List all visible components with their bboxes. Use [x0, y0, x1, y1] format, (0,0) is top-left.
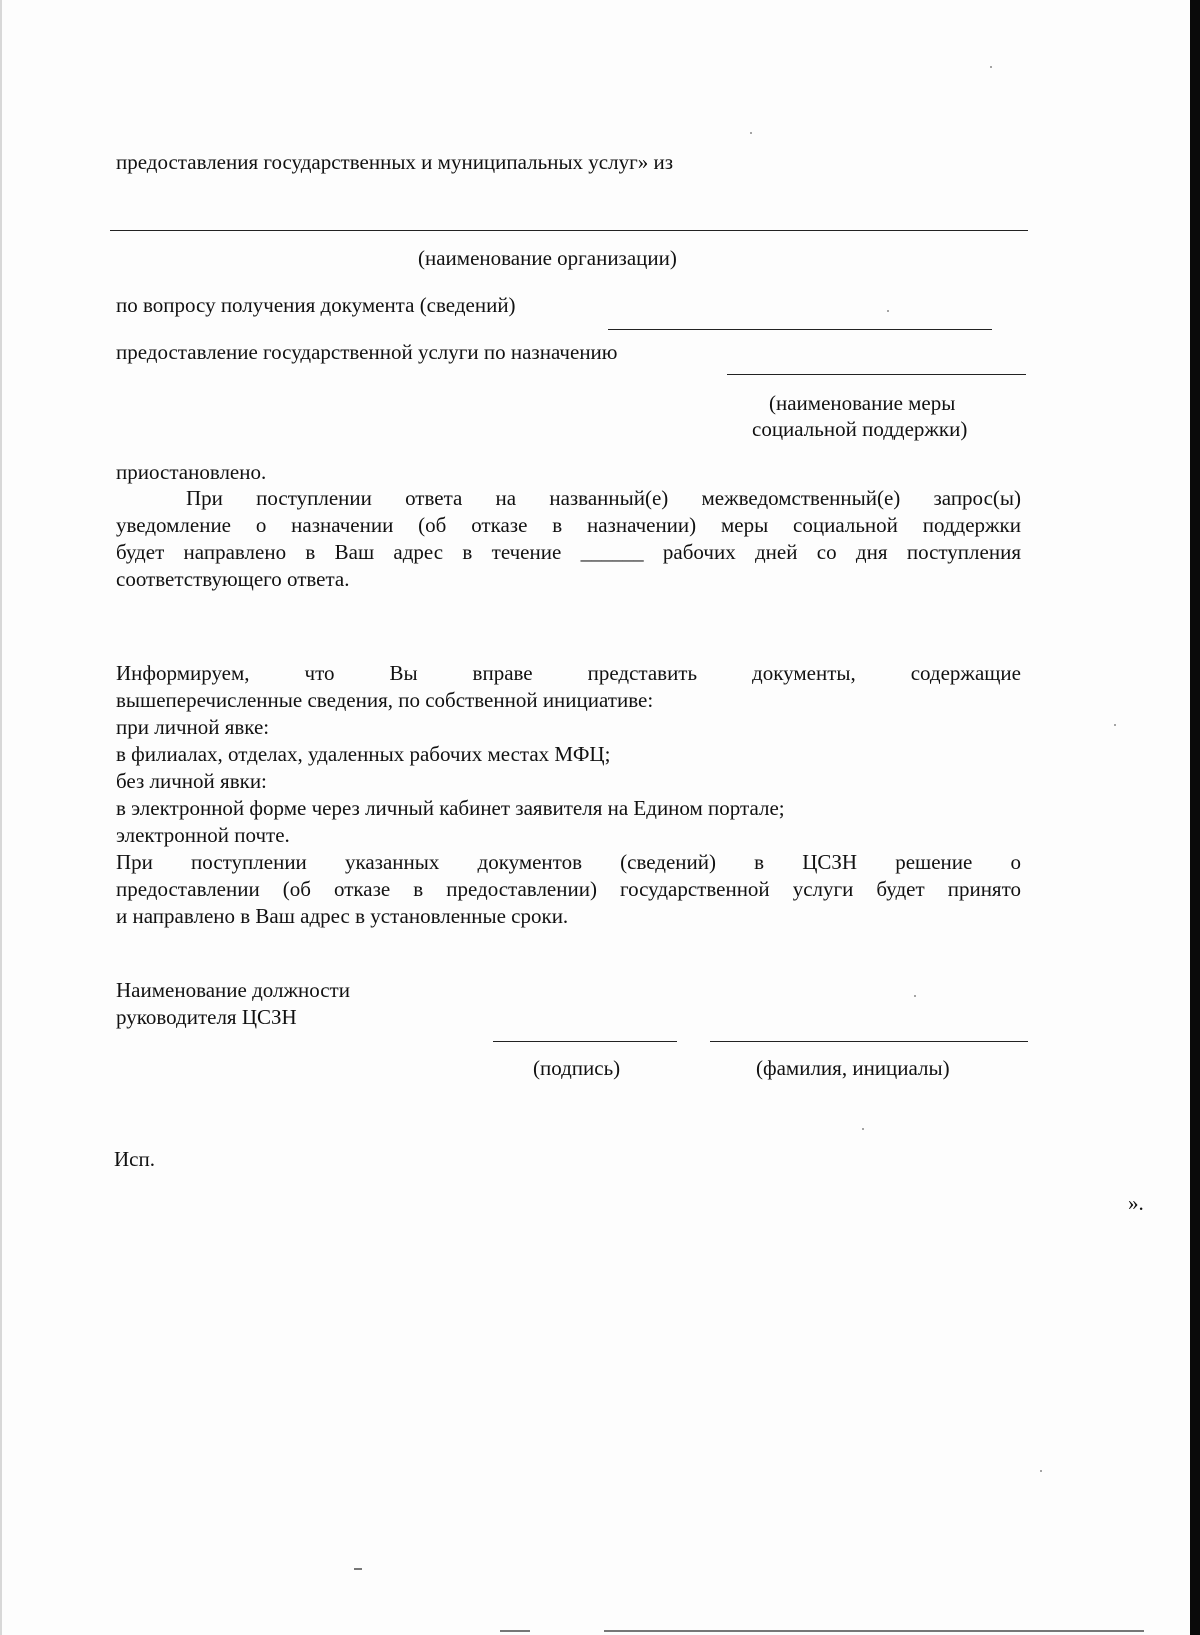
signature-blank-line [493, 1041, 677, 1042]
scan-speck [990, 66, 992, 68]
caption-name: (фамилия, инициалы) [756, 1056, 950, 1080]
list-line-5: электронной почте. [116, 823, 290, 847]
document-blank-line [608, 329, 992, 330]
list-line-3: без личной явки: [116, 769, 267, 793]
para3-line-3: и направлено в Ваш адрес в установленные сроки. [116, 904, 569, 928]
scan-speck [1114, 724, 1116, 726]
scan-mark [500, 1630, 530, 1632]
scan-right-edge [1190, 0, 1200, 1635]
organization-blank-line [110, 230, 1028, 231]
para3-line-1: При поступлении указанных документов (сведений) в ЦСЗН решение о [116, 850, 1021, 874]
list-line-2: в филиалах, отделах, удаленных рабочих местах МФЦ; [116, 742, 611, 766]
scan-speck [1040, 1470, 1042, 1472]
list-line-4: в электронной форме через личный кабинет заявителя на Едином портале; [116, 796, 785, 820]
scan-speck [887, 310, 889, 312]
scan-mark [354, 1568, 362, 1570]
list-line-1: при личной явке: [116, 715, 270, 739]
scan-speck [750, 132, 752, 134]
para2-line-2: вышеперечисленные сведения, по собственной инициативе: [116, 688, 654, 712]
caption-measure-1: (наименование меры [769, 391, 956, 415]
line-services: предоставления государственных и муниципальных услуг» из [116, 150, 674, 174]
para2-line-1: Информируем, что Вы вправе представить документы, содержащие [116, 661, 1021, 685]
line-service-grant: предоставление государственной услуги по назначению [116, 340, 618, 364]
position-line-2: руководителя ЦСЗН [116, 1005, 297, 1029]
para3-line-2: предоставлении (об отказе в предоставлении) государственной услуги будет принято [116, 877, 1021, 901]
closing-quote: ». [1128, 1191, 1144, 1215]
executor-label: Исп. [114, 1147, 155, 1171]
para1-line-1: При поступлении ответа на названный(е) межведомственный(е) запрос(ы) [186, 486, 1021, 510]
para1-line-3: будет направлено в Ваш адрес в течение ______ рабочих дней со дня поступления [116, 540, 1021, 564]
para1-line-4: соответствующего ответа. [116, 567, 350, 591]
line-suspended: приостановлено. [116, 460, 267, 484]
position-line-1: Наименование должности [116, 978, 350, 1002]
scan-left-edge [0, 0, 2, 1635]
line-question: по вопросу получения документа (сведений) [116, 293, 516, 317]
caption-organization: (наименование организации) [418, 246, 677, 270]
scan-speck [914, 995, 916, 997]
para1-line-2: уведомление о назначении (об отказе в назначении) меры социальной поддержки [116, 513, 1021, 537]
scan-mark [604, 1630, 1144, 1632]
caption-signature: (подпись) [533, 1056, 621, 1080]
name-blank-line [710, 1041, 1028, 1042]
scan-speck [862, 1128, 864, 1130]
caption-measure-2: социальной поддержки) [752, 417, 968, 441]
measure-blank-line [727, 374, 1026, 375]
